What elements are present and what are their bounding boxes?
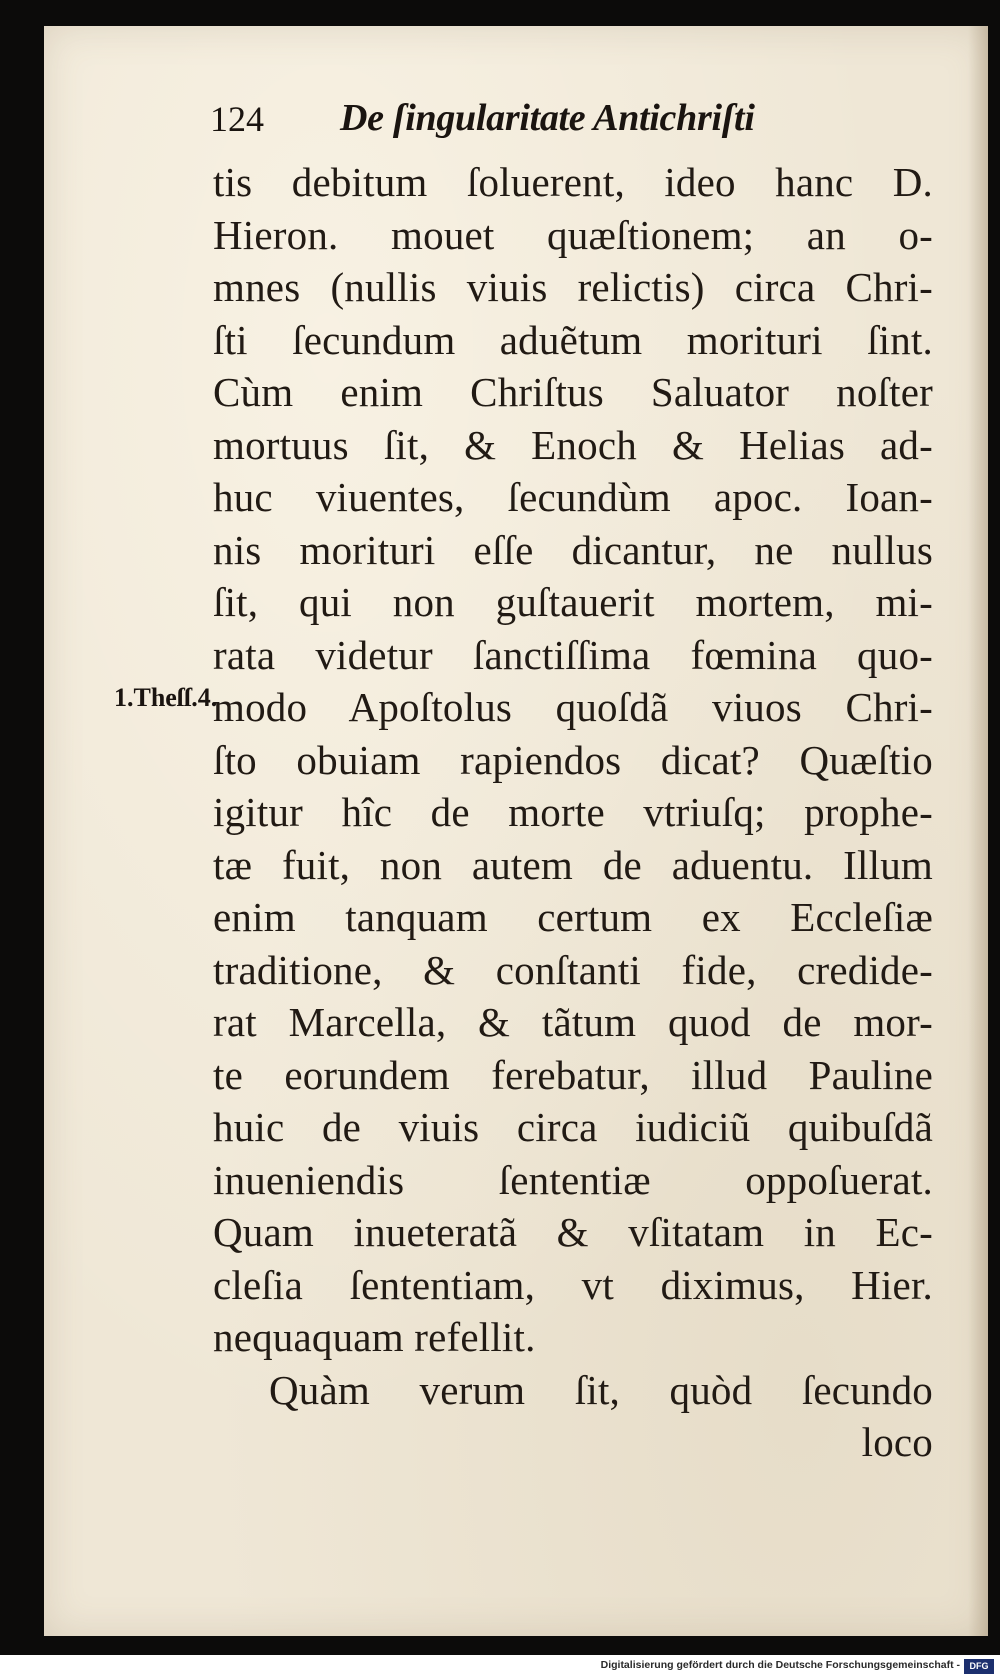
text-line: ſto obuiam rapiendos dicat? Quæſtio [213, 736, 933, 783]
page-edge-shadow [968, 26, 988, 1636]
text-line: nequaquam refellit. [213, 1314, 536, 1360]
text-line: Quam inueteratã & vſitatam in Ec- [213, 1209, 933, 1255]
text-line: mortuus ſit, & Enoch & Helias ad- [213, 421, 933, 468]
text-line: huc viuentes, ſecundùm apoc. Ioan- [213, 474, 933, 520]
text-line: inueniendis ſententiæ oppoſuerat. [213, 1156, 933, 1203]
text-line: cleſia ſententiam, vt diximus, Hier. [213, 1261, 933, 1308]
text-line: rata videtur ſanctiſſima fœmina quo- [213, 631, 933, 678]
text-line: mnes (nullis viuis relictis) circa Chri- [213, 264, 933, 310]
text-line: huic de viuis circa iudiciũ quibuſdã [213, 1104, 933, 1150]
text-line: tæ fuit, non autem de aduentu. Illum [213, 841, 933, 888]
text-line: igitur hîc de morte vtriuſq; prophe- [213, 789, 933, 835]
text-line: Quàm verum ſit, quòd ſecundo [269, 1366, 933, 1413]
text-line: te eorundem ferebatur, illud Pauline [213, 1051, 933, 1098]
body-text [213, 156, 933, 1469]
text-line: ſti ſecundum aduẽtum morituri ſint. [213, 316, 933, 363]
text-line: modo Apoſtolus quoſdã viuos Chri- [213, 684, 933, 730]
text-line: Cùm enim Chriſtus Saluator noſter [213, 369, 933, 415]
text-line: ſit, qui non guſtauerit mortem, mi- [213, 579, 933, 625]
text-line: rat Marcella, & tãtum quod de mor- [213, 999, 933, 1045]
page-number: 124 [210, 99, 264, 139]
text-line: traditione, & conſtanti fide, credide- [213, 946, 933, 993]
margin-note: 1.Theſſ.4. [114, 683, 218, 712]
dfg-logo: DFG [964, 1659, 994, 1674]
digitization-footer [0, 1655, 1000, 1679]
page-header [210, 90, 830, 150]
text-line: nis morituri eſſe dicantur, ne nullus [213, 526, 933, 573]
text-line: Hieron. mouet quæſtionem; an o- [213, 211, 933, 258]
text-line: tis debitum ſoluerent, ideo hanc D. [213, 159, 933, 205]
catchword: loco [861, 1419, 933, 1465]
text-line: enim tanquam certum ex Eccleſiæ [213, 894, 933, 940]
funding-credit: Digitalisierung gefördert durch die Deutsche Forschungsgemeinschaft - [600, 1659, 960, 1671]
running-title: De ſingularitate Antichriſti [340, 97, 755, 139]
